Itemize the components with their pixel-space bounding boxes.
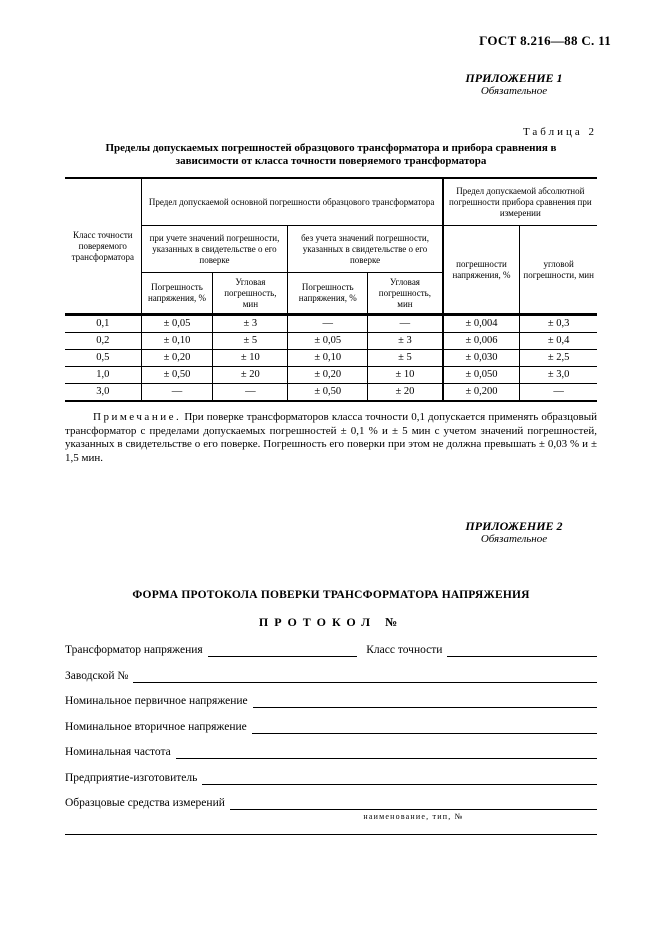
blank-line [252,720,597,734]
table-row [65,315,597,333]
cell: ± 0,20 [141,350,213,367]
blank-line [202,771,597,785]
appendix-1-block [449,72,579,98]
field-primary-voltage-label: Номинальное первичное напряжение [65,695,248,707]
blank-line [230,796,597,821]
appendix-2-title: ПРИЛОЖЕНИЕ 2 [465,519,563,533]
cell: ± 3 [213,315,288,333]
cell: ± 3,0 [520,367,597,384]
cell: ± 0,3 [520,315,597,333]
header-voltage-error-2: Погрешность напряжения, % [288,273,368,315]
cell: ± 5 [368,350,443,367]
cell: — [288,315,368,333]
cell: ± 3 [368,333,443,350]
appendix-2-subtitle: Обязательное [480,533,548,545]
gost-standard-header: ГОСТ 8.216—88 С. 11 [479,33,611,48]
header-with-certificate: при учете значений погрешности, указанных в свидетельстве о его поверке [141,226,288,273]
header-voltage-error-1: Погрешность напряжения, % [141,273,213,315]
field-row-manufacturer [65,771,597,785]
cell: — [213,384,288,402]
cell: ± 0,004 [443,315,520,333]
header-device-angular-error: угловой погрешности, мин [520,226,597,315]
cell: ± 5 [213,333,288,350]
appendix-1-subtitle: Обязательное [480,85,548,97]
cell: ± 0,030 [443,350,520,367]
field-secondary-voltage-label: Номинальное вторичное напряжение [65,720,247,733]
cell: ± 0,10 [288,350,368,367]
cell: ± 0,50 [141,367,213,384]
header-accuracy-class: Класс точности поверяемого трансформатора [65,178,141,315]
field-serial-label: Заводской № [65,669,129,682]
error-limits-table [65,177,597,402]
appendix-1-title: ПРИЛОЖЕНИЕ 1 [465,71,563,85]
header-device-voltage-error: погрешности напряжения, % [443,226,520,315]
blank-line [133,669,597,683]
header-angular-error-1: Угловая погрешность, мин [213,273,288,315]
note-text: При поверке трансформаторов класса точности 0,1 допускается применять образцовый трансформатор с пределами допускаемых погрешностей ± 0,1 % и ± 5 мин с учетом значений погрешностей, указанных в свидетельстве о его поверке. Погрешность его поверки при этом не должна превышать ± 0,03 % и ± 1,5 мин. [65,411,597,464]
field-row-reference-instruments [65,796,597,821]
table-row [65,367,597,384]
cell: ± 0,4 [520,333,597,350]
table-note [65,411,597,465]
blank-line [208,643,358,657]
cell: 3,0 [65,384,141,402]
line-sub-note: наименование, тип, № [363,812,464,821]
cell: ± 0,050 [443,367,520,384]
table-label: Таблица 2 [522,126,597,138]
field-row-frequency [65,745,597,759]
field-manufacturer-label: Предприятие-изготовитель [65,771,198,784]
cell: ± 0,50 [288,384,368,402]
table-title: Пределы допускаемых погрешностей образцового трансформатора и прибора сравнения в зависимости от класса точности поверяемого трансформатора [105,142,557,167]
cell: — [520,384,597,402]
cell: ± 20 [368,384,443,402]
header-group-device: Предел допускаемой абсолютной погрешности прибора сравнения при измерении [443,178,597,226]
header-group-main: Предел допускаемой основной погрешности образцового трансформатора [141,178,443,226]
field-row-secondary-voltage [65,720,597,734]
cell: ± 20 [213,367,288,384]
cell: — [368,315,443,333]
cell: ± 0,10 [141,333,213,350]
cell: ± 0,05 [141,315,213,333]
cell: 0,1 [65,315,141,333]
blank-line [447,643,597,657]
note-label: Примечание. [93,411,182,423]
cell: ± 10 [368,367,443,384]
table-body [65,315,597,402]
field-transformer-label: Трансформатор напряжения [65,644,203,656]
blank-line-full-width [65,833,597,835]
protocol-form [65,643,597,835]
cell: — [141,384,213,402]
table-row [65,384,597,402]
field-row-serial [65,669,597,683]
table-row [65,350,597,367]
cell: ± 0,20 [288,367,368,384]
protocol-heading: ПРОТОКОЛ № [258,615,404,629]
cell: 0,2 [65,333,141,350]
field-frequency-label: Номинальная частота [65,746,171,758]
header-without-certificate: без учета значений погрешности, указанных в свидетельстве о его поверке [288,226,443,273]
field-accuracy-class-label: Класс точности [366,644,443,656]
table-header [65,178,597,315]
header-angular-error-2: Угловая погрешность, мин [368,273,443,315]
protocol-form-title: ФОРМА ПРОТОКОЛА ПОВЕРКИ ТРАНСФОРМАТОРА НАПРЯЖЕНИЯ [132,589,530,601]
appendix-2-block [449,520,579,546]
cell: ± 0,006 [443,333,520,350]
cell: ± 0,05 [288,333,368,350]
table-row [65,333,597,350]
cell: ± 0,200 [443,384,520,402]
field-row-transformer [65,643,597,657]
field-reference-instruments-label: Образцовые средства измерений [65,797,225,809]
blank-line [253,694,597,708]
blank-line [176,745,597,759]
field-row-primary-voltage [65,694,597,708]
cell: ± 10 [213,350,288,367]
cell: 1,0 [65,367,141,384]
cell: 0,5 [65,350,141,367]
cell: ± 2,5 [520,350,597,367]
